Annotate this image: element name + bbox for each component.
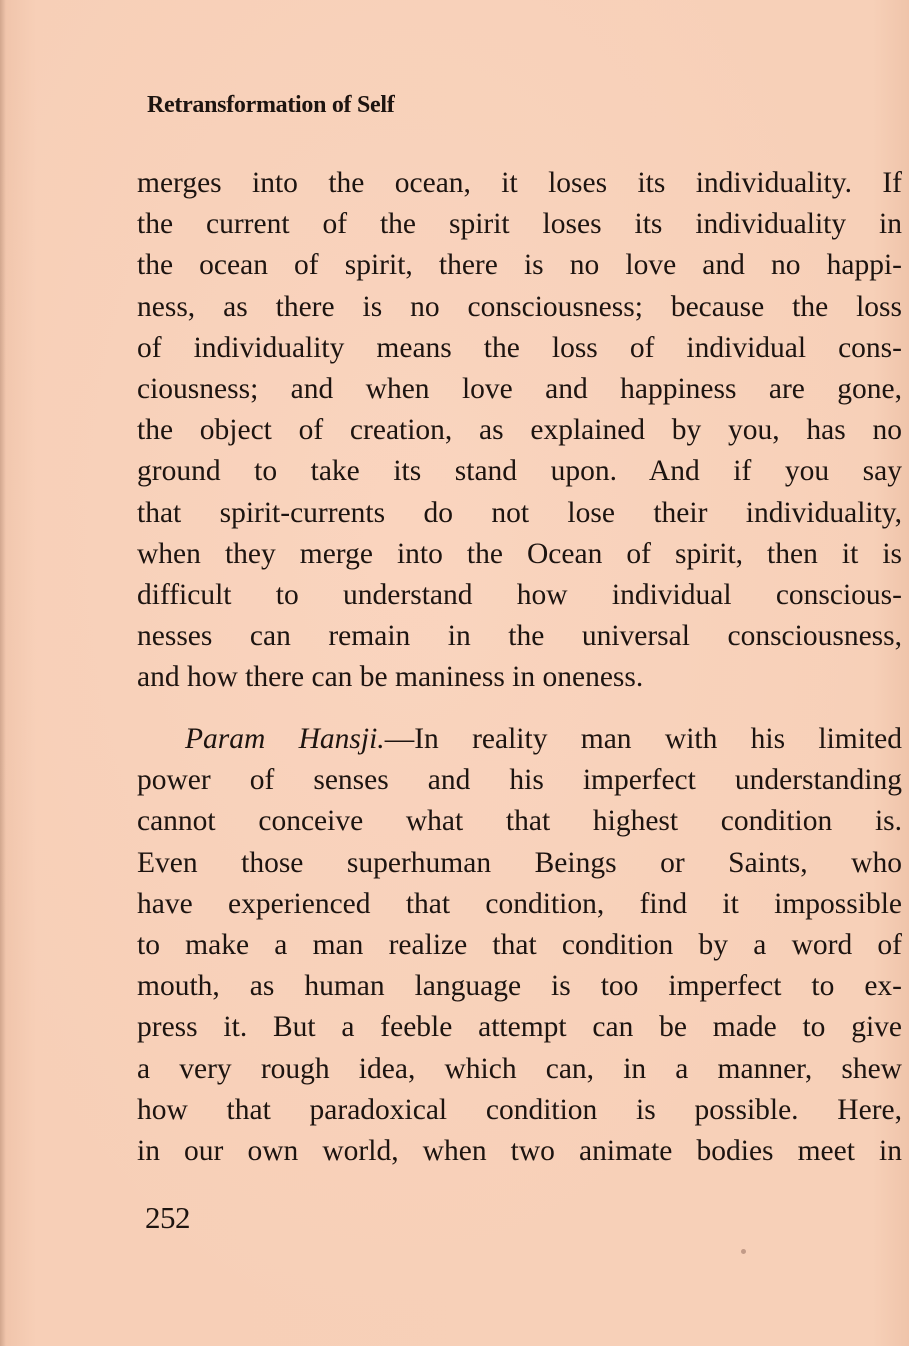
text-line: have experienced that condition, find it impossible [137,887,902,920]
running-head: Retransformation of Self [147,92,395,118]
text-line: a very rough idea, which can, in a manner, shew [137,1052,902,1085]
page-edge-shadow [0,0,6,1346]
speaker-text: —In reality man with his limited [384,723,902,755]
text-line: merges into the ocean, it loses its individuality. If [137,167,902,199]
text-line: difficult to understand how individual conscious- [137,578,902,611]
text-line: to make a man realize that condition by a word of [137,928,902,961]
text-line: ness, as there is no consciousness; because the loss [137,290,902,323]
text-line: mouth, as human language is too imperfect to ex- [137,970,902,1003]
text-line: the current of the spirit loses its individuality in [137,208,902,241]
page-number: 252 [145,1200,190,1235]
paper-speck [741,1249,746,1254]
text-line-first [137,719,902,760]
text-line: nesses can remain in the universal consciousness, [137,620,902,653]
speaker-name: Param Hansji. [185,723,385,755]
paragraph-1 [137,163,902,698]
text-line: the ocean of spirit, there is no love and no happi- [137,249,902,282]
text-line: power of senses and his imperfect understanding [137,764,902,797]
text-line: and how there can be maniness in oneness. [137,661,644,694]
text-line: the object of creation, as explained by you, has no [137,414,902,447]
text-line: cannot conceive what that highest condition is. [137,805,902,838]
paragraph-2 [137,719,902,1172]
text-line: of individuality means the loss of individual cons- [137,331,902,364]
text-line: ground to take its stand upon. And if you say [137,455,902,488]
text-line: Even those superhuman Beings or Saints, who [137,846,902,879]
text-line: ciousness; and when love and happiness are gone, [137,372,902,405]
text-line: press it. But a feeble attempt can be made to give [137,1011,902,1044]
text-line: how that paradoxical condition is possible. Here, [137,1093,902,1126]
text-line: in our own world, when two animate bodies meet in [137,1134,902,1167]
text-line: when they merge into the Ocean of spirit, then it is [137,537,902,570]
text-line: that spirit-currents do not lose their individuality, [137,496,902,529]
